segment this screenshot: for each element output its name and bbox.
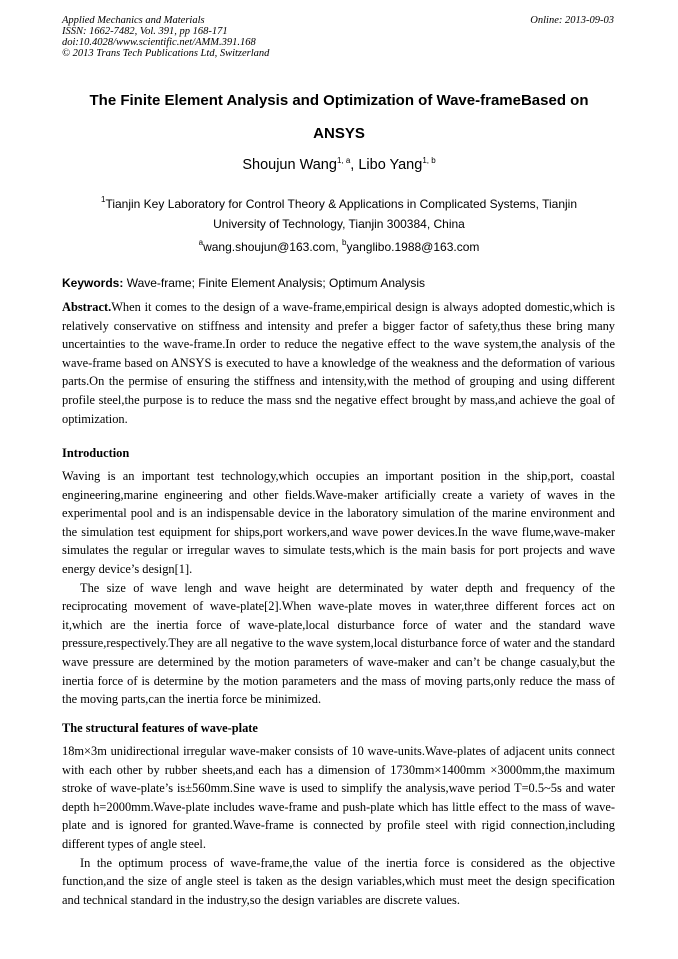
author-emails bbox=[70, 237, 608, 257]
journal-name: Applied Mechanics and Materials bbox=[62, 15, 205, 26]
introduction-paragraph-1: Waving is an important test technology,which occupies an important position in the ship,port, coastal engineering,marine engineering and other fields.Wave-maker artificially create a variety of waves in the experimental pool and is an indispensable device in the laboratory simulation of the marine environment and the simulation test equipment for ships,port workers,and wave power devices.In the wave flume,wave-maker simulates the regular or irregular waves to simulate tests,which is the main basis for port projects and wave energy device’s design[1]. bbox=[62, 469, 615, 576]
keywords-text: Wave-frame; Finite Element Analysis; Optimum Analysis bbox=[123, 276, 426, 290]
author-list bbox=[0, 157, 678, 173]
affiliation-sup: 1 bbox=[100, 195, 106, 204]
email-a: wang.shoujun@163.com, bbox=[203, 240, 342, 254]
author-1: Shoujun Wang bbox=[242, 157, 337, 173]
keywords bbox=[62, 276, 425, 290]
affiliation-line-1: Tianjin Key Laboratory for Control Theory & Applications in Complicated Systems, Tianjin bbox=[105, 197, 577, 211]
affiliation bbox=[70, 194, 608, 234]
author-1-affil: 1, a bbox=[336, 156, 351, 165]
section-heading-introduction: Introduction bbox=[62, 446, 130, 460]
structural-body bbox=[62, 742, 615, 909]
paper-title-line-1: The Finite Element Analysis and Optimization of Wave-frameBased on bbox=[89, 92, 589, 109]
abstract bbox=[62, 298, 615, 428]
paper-title-line-2: ANSYS bbox=[313, 125, 365, 142]
journal-doi: doi:10.4028/www.scientific.net/AMM.391.168 bbox=[62, 37, 256, 48]
author-2-affil: 1, b bbox=[422, 156, 436, 165]
introduction-body bbox=[62, 467, 615, 709]
abstract-text: When it comes to the design of a wave-frame,empirical design is always adopted domestic,which is relatively conservative on stiffness and intensity and prefer a bigger factor of safety,thus these bring many uncertainties to the wave-frame.In order to reduce the negative effect to the wave system,the analysis of the wave-frame based on ANSYS is executed to have a knowledge of the weakness and the deformation of various parts.On the permise of ensuring the stiffness and intensity,with the method of grouping and using different profile steel,the purpose is to reduce the mass snd the negative effect brought by mass,and achieve the goal of optimization. bbox=[62, 300, 615, 426]
author-separator: , bbox=[350, 157, 359, 173]
structural-paragraph-1: 18m×3m unidirectional irregular wave-maker consists of 10 wave-units.Wave-plates of adjacent units connect with each other by rubber sheets,and each has a dimension of 1730mm×1400mm ×3000mm,the maximum stroke of wave-plate’s is±560mm.Sine wave is used to simplify the analysis,wave period T=0.5~5s and water depth h=2000mm.Wave-plate includes wave-frame and push-plate which has little effect to the mass of wave-plate and is ignored for granted.Wave-frame is connected by profile steel with rigid connection,including different types of angle steel. bbox=[62, 744, 615, 851]
email-a-sup: a bbox=[198, 238, 204, 247]
email-b-sup: b bbox=[342, 238, 347, 247]
journal-header bbox=[62, 15, 269, 59]
structural-paragraph-2: In the optimum process of wave-frame,the value of the inertia force is considered as the objective function,and the size of angle steel is taken as the design variables,which must meet the design specification and technical standard in the industry,so the design variables are discrete values. bbox=[62, 855, 615, 907]
abstract-label: Abstract. bbox=[62, 300, 112, 314]
journal-issn: ISSN: 1662-7482, Vol. 391, pp 168-171 bbox=[62, 26, 228, 37]
author-2: Libo Yang bbox=[358, 157, 423, 173]
affiliation-line-2: University of Technology, Tianjin 300384, China bbox=[213, 217, 465, 231]
online-date: Online: 2013-09-03 bbox=[530, 15, 614, 26]
email-b: yanglibo.1988@163.com bbox=[346, 240, 480, 254]
section-heading-structural: The structural features of wave-plate bbox=[62, 721, 258, 735]
introduction-paragraph-2: The size of wave lengh and wave height are determinated by water depth and frequency of the reciprocating movement of wave-plate[2].When wave-plate moves in water,three different forces act on it,which are the inertia force of wave-plate,local disturbance force of water and the standard wave pressure,respectively.They are all negative to the wave system,local disturbance force of water and the standard wave pressure are determined by the motion parameters of wave-maker and can’t be change casualy,but the inertia force of is determine by the motion parameters and the mass of moving parts,only reduce the mass of the moving parts,can the inertia force be minimized. bbox=[62, 580, 615, 707]
journal-copyright: © 2013 Trans Tech Publications Ltd, Switzerland bbox=[62, 48, 270, 59]
keywords-label: Keywords: bbox=[62, 276, 124, 290]
